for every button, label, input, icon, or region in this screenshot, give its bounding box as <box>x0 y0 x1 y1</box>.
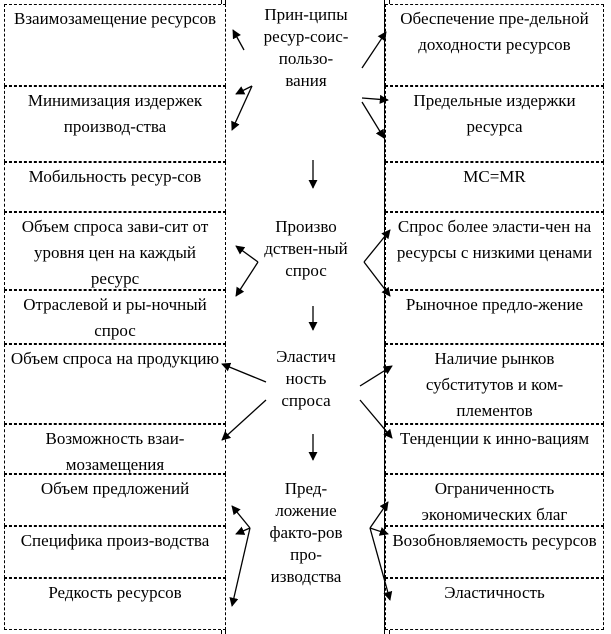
arrow-supply-to-specifics-a <box>236 528 250 534</box>
arrow-demand-to-market-supply <box>364 262 390 296</box>
right-box-6-text: Наличие рынков субститутов и ком-плементов <box>425 349 564 420</box>
right-box-8-text: Ограниченность экономических благ <box>421 479 568 524</box>
arrow-supply-to-scarcity <box>232 528 250 606</box>
arrow-principles-to-marginal-return <box>362 32 386 68</box>
arrow-demand-to-price-dependence <box>236 246 258 262</box>
center-block-principles: Прин-ципы ресур-соис-пользо-вания <box>259 4 353 92</box>
left-box-6-text: Объем спроса на продукцию <box>10 349 220 368</box>
arrow-supply-to-renewability <box>370 528 388 534</box>
arrow-principles-to-min-costs-b <box>232 86 252 130</box>
right-box-5-text: Рыночное предло-жение <box>405 295 584 314</box>
arrow-supply-to-offers <box>232 506 250 528</box>
arrow-supply-to-elasticity <box>370 528 390 600</box>
left-box-1-text: Взаимозамещение ресурсов <box>13 9 216 28</box>
left-box-7-text: Возможность взаи-мозамещения <box>45 429 185 474</box>
right-box-3-text: MC=MR <box>463 167 526 186</box>
left-box-5-text: Отраслевой и ры-ночный спрос <box>23 295 207 340</box>
right-box-1-text: Обеспечение пре-дельной доходности ресурсов <box>400 9 589 54</box>
left-box-2-text: Минимизация издержек производ-ства <box>27 91 203 136</box>
left-box-10-text: Редкость ресурсов <box>48 583 182 602</box>
right-box-2-text: Предельные издержки ресурса <box>413 91 576 136</box>
right-box-7-text: Тенденции к инно-вациям <box>399 429 590 448</box>
left-box-4-text: Объем спроса зави-сит от уровня цен на каждый ресурс <box>21 217 209 288</box>
arrow-elasticity-to-substitute-markets <box>360 366 392 386</box>
arrow-principles-to-marginal-cost-b <box>362 102 384 138</box>
arrow-elasticity-to-product-demand <box>222 364 266 382</box>
arrow-elasticity-to-substitution-possibility <box>222 400 266 440</box>
center-block-factor-supply: Пред-ложение факто-ров про-изводства <box>259 478 353 588</box>
arrow-demand-to-elastic-demand <box>364 230 390 262</box>
arrow-principles-to-marginal-cost-a <box>362 98 388 100</box>
arrow-supply-to-limited-goods <box>370 502 388 528</box>
right-box-9-text: Возобновляемость ресурсов <box>392 531 597 550</box>
left-box-9-text: Специфика произ-водства <box>20 531 210 550</box>
right-box-10-text: Эластичность <box>444 583 545 602</box>
left-box-3-text: Мобильность ресур-сов <box>28 167 202 186</box>
center-block-demand-elasticity: Эластич ность спроса <box>259 346 353 412</box>
arrow-elasticity-to-innovation <box>360 400 392 438</box>
arrow-principles-to-substitution <box>233 30 244 50</box>
left-box-8-text: Объем предложений <box>40 479 190 498</box>
arrow-demand-to-industry-demand <box>236 262 258 296</box>
center-block-production-demand: Произво дствен-ный спрос <box>259 216 353 282</box>
right-box-4-text: Спрос более эласти-чен на ресурсы с низкими ценами <box>396 217 593 262</box>
